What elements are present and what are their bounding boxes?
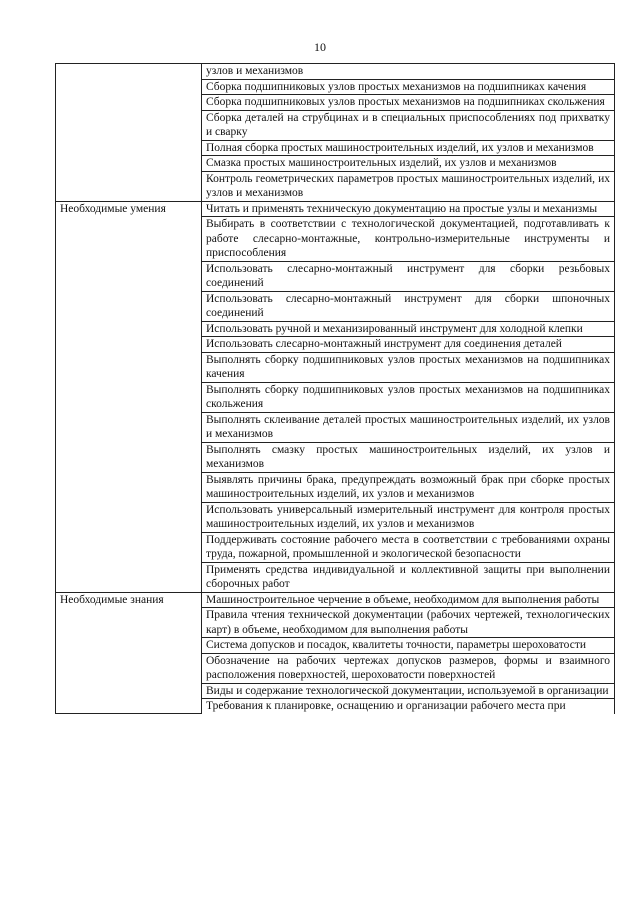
requirement-item: Полная сборка простых машиностроительных изделий, их узлов и механизмов bbox=[202, 140, 615, 156]
requirement-item: Правила чтения технической документации (рабочих чертежей, технологических карт) в объеме, необходимом для выполнения работы bbox=[202, 608, 615, 638]
requirement-item: Выполнять сборку подшипниковых узлов простых механизмов на подшипниках качения bbox=[202, 352, 615, 382]
requirement-item: Читать и применять техническую документацию на простые узлы и механизмы bbox=[202, 201, 615, 217]
requirement-item: Выполнять смазку простых машиностроительных изделий, их узлов и механизмов bbox=[202, 442, 615, 472]
requirement-item: Выполнять сборку подшипниковых узлов простых механизмов на подшипниках скольжения bbox=[202, 382, 615, 412]
requirement-item: Использовать слесарно-монтажный инструмент для соединения деталей bbox=[202, 337, 615, 353]
table-row bbox=[56, 64, 615, 80]
table-row bbox=[56, 592, 615, 608]
requirement-item: Машиностроительное черчение в объеме, необходимом для выполнения работы bbox=[202, 592, 615, 608]
requirement-item: Система допусков и посадок, квалитеты точности, параметры шероховатости bbox=[202, 638, 615, 654]
requirement-item: Обозначение на рабочих чертежах допусков размеров, формы и взаимного расположения поверхностей, шероховатости поверхностей bbox=[202, 653, 615, 683]
requirement-item: Использовать слесарно-монтажный инструмент для сборки шпоночных соединений bbox=[202, 291, 615, 321]
requirement-item: Виды и содержание технологической документации, используемой в организации bbox=[202, 683, 615, 699]
requirement-item: Сборка подшипниковых узлов простых механизмов на подшипниках скольжения bbox=[202, 95, 615, 111]
requirement-item: узлов и механизмов bbox=[202, 64, 615, 80]
requirement-item: Использовать универсальный измерительный инструмент для контроля простых машиностроительных изделий, их узлов и механизмов bbox=[202, 502, 615, 532]
requirement-item: Выполнять склеивание деталей простых машиностроительных изделий, их узлов и механизмов bbox=[202, 412, 615, 442]
requirement-item: Использовать ручной и механизированный инструмент для холодной клепки bbox=[202, 321, 615, 337]
section-title-cell: Необходимые знания bbox=[56, 592, 202, 714]
section-title-cell bbox=[56, 64, 202, 202]
competence-table bbox=[55, 63, 615, 714]
requirement-item: Смазка простых машиностроительных изделий, их узлов и механизмов bbox=[202, 156, 615, 172]
requirement-item: Контроль геометрических параметров простых машиностроительных изделий, их узлов и механизмов bbox=[202, 171, 615, 201]
requirement-item: Сборка подшипниковых узлов простых механизмов на подшипниках качения bbox=[202, 79, 615, 95]
requirement-item: Сборка деталей на струбцинах и в специальных приспособлениях под прихватку и сварку bbox=[202, 110, 615, 140]
page-number: 10 bbox=[314, 40, 326, 54]
section-title-cell: Необходимые умения bbox=[56, 201, 202, 592]
requirement-item: Применять средства индивидуальной и коллективной защиты при выполнении сборочных работ bbox=[202, 562, 615, 592]
competence-table-body bbox=[56, 64, 615, 714]
requirement-item: Выявлять причины брака, предупреждать возможный брак при сборке простых машиностроительных изделий, их узлов и механизмов bbox=[202, 472, 615, 502]
requirement-item: Поддерживать состояние рабочего места в соответствии с требованиями охраны труда, пожарной, промышленной и экологической безопасности bbox=[202, 532, 615, 562]
requirement-item: Требования к планировке, оснащению и организации рабочего места при bbox=[202, 699, 615, 714]
requirement-item: Выбирать в соответствии с технологической документацией, подготавливать к работе слесарно-монтажные, контрольно-измерительные инструменты и приспособления bbox=[202, 217, 615, 262]
table-row bbox=[56, 201, 615, 217]
requirement-item: Использовать слесарно-монтажный инструмент для сборки резьбовых соединений bbox=[202, 261, 615, 291]
